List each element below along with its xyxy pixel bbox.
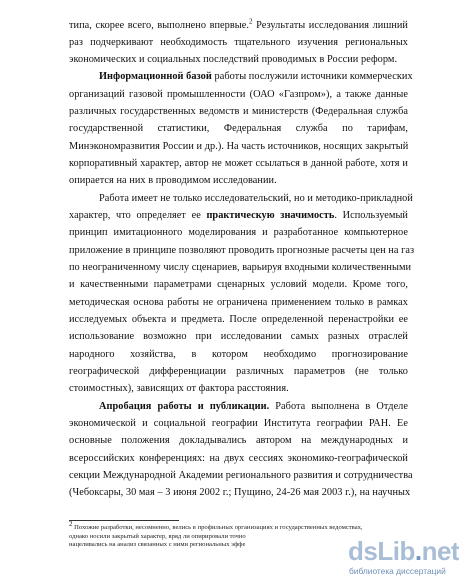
footnote-line: нацеливались на анализ связанных с ними региональных эффе bbox=[69, 541, 246, 548]
text-line: использование возможно при исследовании самых разных отраслей bbox=[69, 331, 408, 343]
text-line: основные положения докладывались автором на международных и bbox=[69, 435, 408, 447]
watermark bbox=[348, 536, 459, 578]
text-line: и качественными параметрами сценарных условий модели. Кроме того, bbox=[69, 279, 408, 291]
text-line: всероссийских конференциях: на двух сессиях экономико-географической bbox=[69, 452, 408, 464]
footnote-number: 2 bbox=[69, 520, 73, 528]
text-line: характер, что определяет ее практическую значимость. Используемый bbox=[69, 210, 408, 222]
footnote-marker: 2 bbox=[249, 17, 253, 26]
text-line: принцип имитационного моделирования и разработанное компьютерное bbox=[69, 227, 408, 239]
text-line: различных государственных ведомств и министерств (Федеральная служба bbox=[69, 106, 408, 118]
text-line: географической дифференциации различных параметров (не только bbox=[69, 365, 408, 377]
text-line: исследуемых объекта и предмета. После определенной перенастройки ее bbox=[69, 313, 408, 325]
emphasis-text: Апробация работы и публикации. bbox=[99, 400, 270, 412]
text-line: Работа имеет не только исследовательский, но и методико-прикладной bbox=[99, 192, 413, 204]
text-line: Минэкономразвития России и др.). На часть источников, носящих закрытый bbox=[69, 140, 409, 152]
text-line: по неограниченному числу сценариев, варьируя входными количественными bbox=[69, 261, 412, 273]
watermark-tagline: библиотека диссертаций bbox=[349, 566, 446, 576]
text-line: (Чебоксары, 30 мая – 3 июня 2002 г.; Пущино, 24-26 мая 2003 г.), на научных bbox=[69, 487, 411, 499]
text-line: народного хозяйства, в котором необходимо прогнозирование bbox=[69, 348, 408, 360]
text-line: корпоративный характер, автор не может ссылаться в данной работе, хотя и bbox=[69, 158, 408, 170]
watermark-logo: dsLib.net bbox=[348, 536, 459, 566]
text-line: экономической и социальной географии Института географии РАН. Ее bbox=[69, 417, 408, 429]
text-line: стоимостных), зависящих от фактора расстояния. bbox=[69, 383, 289, 395]
text-line: приложение в принципе позволяют проводить прогнозные расчеты цен на газ bbox=[69, 244, 415, 256]
text-line: организаций газовой промышленности (ОАО «Газпром»), а также данные bbox=[69, 88, 408, 100]
text-line: опирается на них в проводимом исследовании. bbox=[69, 175, 277, 187]
text-line: раз подчеркивают необходимость тщательного изучения региональных bbox=[69, 36, 408, 48]
footnote-line: $^2$ Похожие разработки, несомненно, велись в профильных организациях и государственных ведомствах, bbox=[69, 520, 363, 532]
emphasis-text: Информационной базой bbox=[99, 71, 212, 83]
emphasis-text: практическую значимость bbox=[206, 210, 335, 222]
text-line: Информационной базой работы послужили источники коммерческих bbox=[99, 71, 413, 83]
text-line: Апробация работы и публикации. Работа выполнена в Отделе bbox=[99, 400, 408, 412]
text-line: секции Международной Академии регионального развития и сотрудничества bbox=[69, 469, 413, 481]
text-line: методическая основа работы не ограничена применением только в рамках bbox=[69, 296, 408, 308]
footnote-line: однако носили закрытый характер, вряд ли опирировали точно bbox=[69, 532, 246, 540]
text-line: типа, скорее всего, выполнено впервые.$^2$ Результаты исследования лишний bbox=[69, 17, 408, 31]
text-line: экономических и социальных последствий проводимых в России реформ. bbox=[69, 54, 398, 66]
text-line: государственной статистики, Федеральная служба по тарифам, bbox=[69, 123, 408, 135]
footnote-separator bbox=[69, 520, 179, 521]
